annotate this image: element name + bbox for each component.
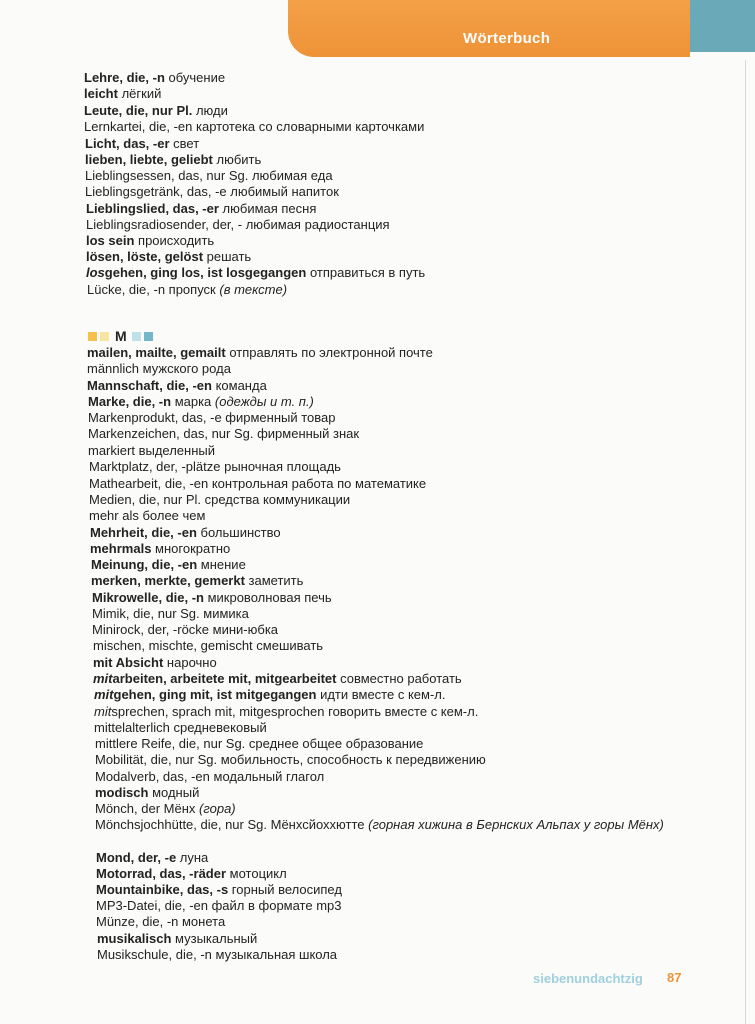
entry-headword: Mannschaft, die, -en [87,378,212,393]
dictionary-entry [87,282,287,298]
entry-translation: фирменный товар [221,410,336,425]
dictionary-entry [84,70,225,86]
dictionary-entry [89,459,341,475]
entry-translation: фирменный знак [253,426,360,441]
entry-headword: mitgehen, ging mit, ist mitgegangen [94,687,317,702]
separable-prefix: mit [94,704,112,719]
separable-prefix: mit [94,687,114,702]
entry-translation: совместно работать [336,671,462,686]
entry-headword: Mimik, die, nur Sg. [92,606,200,621]
entry-headword: mehr als [89,508,139,523]
entry-translation: марка [171,394,212,409]
dictionary-entry [92,606,249,622]
dictionary-entry [93,671,462,687]
entry-headword: lösen, löste, gelöst [86,249,204,264]
color-square-3 [132,332,141,341]
dictionary-entry [88,443,215,459]
entry-headword: losgehen, ging los, ist losgegangen [86,265,307,280]
entry-translation: лёгкий [117,86,162,101]
entry-headword: Lieblingsradiosender, der, - [86,217,243,232]
dictionary-entry [91,573,303,589]
entry-translation: музыкальный [171,931,258,946]
dictionary-entry [90,525,281,541]
separable-prefix: mit [93,671,113,686]
dictionary-entry [89,476,426,492]
entry-headword: männlich [87,361,140,376]
entry-translation: происходить [134,233,215,248]
section-letter: M [115,328,127,344]
dictionary-entry [85,136,199,152]
entry-translation: средневековый [169,720,267,735]
entry-translation: нарочно [163,655,217,670]
entry-headword: Mond, der, -e [96,850,177,865]
dictionary-entry [91,557,246,573]
entry-headword: Marke, die, -n [88,394,172,409]
entry-translation: идти вместе с кем-л. [316,687,446,702]
entry-headword: Modalverb, das, -en [95,769,210,784]
dictionary-entry [95,736,423,752]
dictionary-entry [93,655,217,671]
entry-translation: любимая песня [218,201,317,216]
entry-translation: мобильность, способность к передвижению [217,752,486,767]
color-square-4 [144,332,153,341]
entry-headword: Lieblingsgetränk, das, -e [85,184,227,199]
entry-headword: Lehre, die, -n [84,70,165,85]
dictionary-entry [85,168,333,184]
entry-translation: рыночная площадь [220,459,341,474]
dictionary-entry [96,882,342,898]
entry-headword: Marktplatz, der, -plätze [89,459,221,474]
entry-headword: Markenprodukt, das, -e [88,410,222,425]
entry-translation: луна [176,850,209,865]
dictionary-entry [96,850,208,866]
entry-headword: Mönch, der [95,801,161,816]
dictionary-entry [97,931,257,947]
entry-translation: большинство [196,525,281,540]
entry-translation: многократно [151,541,231,556]
entry-translation: Мёнхсйоххютте [267,817,365,832]
entry-translation: мимика [199,606,249,621]
entry-headword: modisch [95,785,149,800]
dictionary-entry [95,769,324,785]
page-number-word: siebenundachtzig [533,971,643,986]
entry-translation: люди [192,103,228,118]
section-heading-m [88,328,156,344]
header-orange-band [288,0,690,57]
dictionary-entry [94,687,445,703]
dictionary-entry [95,817,670,833]
entry-translation: мнение [197,557,246,572]
entry-note: (одежды и т. п.) [211,394,314,409]
page-title: Wörterbuch [463,30,551,47]
entry-note: (гора) [195,801,236,816]
page-number: 87 [667,970,682,985]
dictionary-entry [88,410,336,426]
dictionary-entry [85,184,339,200]
entry-translation: мотоцикл [226,866,287,881]
entry-translation: Мёнх [160,801,196,816]
entry-headword: Markenzeichen, das, nur Sg. [88,426,254,441]
dictionary-entry [94,720,267,736]
entry-translation: отправлять по электронной почте [225,345,433,360]
dictionary-entry [88,426,359,442]
entry-translation: любить [212,152,262,167]
color-square-1 [88,332,97,341]
entry-headword: mischen, mischte, gemischt [93,638,253,653]
separable-prefix: los [86,265,105,280]
entry-translation: обучение [164,70,226,85]
dictionary-entry [97,947,337,963]
entry-translation: более чем [138,508,206,523]
entry-headword: Motorrad, das, -räder [96,866,227,881]
dictionary-entry [92,622,278,638]
entry-translation: команда [211,378,267,393]
entry-translation: музыкальная школа [211,947,338,962]
entry-headword: Lieblingslied, das, -er [86,201,219,216]
entry-translation: говорить вместе с кем-л. [324,704,479,719]
entry-headword: Lernkartei, die, -en [84,119,193,134]
dictionary-entry [95,801,236,817]
dictionary-entry [96,898,342,914]
entry-headword: merken, merkte, gemerkt [91,573,245,588]
entry-translation: мини-юбка [209,622,279,637]
entry-headword: Mikrowelle, die, -n [92,590,204,605]
dictionary-entry [95,752,486,768]
dictionary-entry [96,866,287,882]
entry-headword: Mehrheit, die, -en [90,525,197,540]
dictionary-entry [90,541,230,557]
entry-translation: любимая радиостанция [242,217,390,232]
entry-headword: Münze, die, -n [96,914,179,929]
dictionary-entry [86,265,425,281]
entry-translation: решать [203,249,252,264]
dictionary-entry [87,378,267,394]
entry-headword: Mathearbeit, die, -en [89,476,209,491]
entry-note: (в тексте) [215,282,288,297]
entry-translation: средства коммуникации [201,492,351,507]
page-edge-line [745,60,746,1024]
entry-headword: lieben, liebte, geliebt [85,152,213,167]
dictionary-entry [84,119,424,135]
entry-headword: mailen, mailte, gemailt [87,345,226,360]
entry-headword: Musikschule, die, -n [97,947,212,962]
entry-translation: контрольная работа по математике [208,476,427,491]
entry-headword: Medien, die, nur Pl. [89,492,202,507]
entry-translation: микроволновая печь [203,590,332,605]
dictionary-entry [88,394,314,410]
entry-translation: модальный глагол [209,769,325,784]
entry-translation: любимая еда [248,168,333,183]
entry-headword: Meinung, die, -en [91,557,198,572]
entry-headword: Lieblingsessen, das, nur Sg. [85,168,249,183]
entry-headword: Mountainbike, das, -s [96,882,229,897]
entry-translation: картотека со словарными карточками [192,119,425,134]
entry-headword: Licht, das, -er [85,136,170,151]
dictionary-entry [93,638,323,654]
entry-translation: модный [148,785,200,800]
dictionary-entry [94,704,478,720]
entry-translation: файл в формате mp3 [208,898,342,913]
entry-headword: Mönchsjochhütte, die, nur Sg. [95,817,267,832]
entry-headword: mittelalterlich [94,720,170,735]
entry-headword: Mobilität, die, nur Sg. [95,752,218,767]
entry-headword: Minirock, der, -röcke [92,622,210,637]
dictionary-entry [96,914,225,930]
entry-headword: mittlere Reife, die, nur Sg. [95,736,246,751]
entry-headword: mehrmals [90,541,152,556]
dictionary-entry [85,152,261,168]
entry-headword: mitsprechen, sprach mit, mitgesprochen [94,704,325,719]
entry-headword: markiert [88,443,135,458]
dictionary-entry [84,103,228,119]
header-teal-block [690,0,755,52]
entry-headword: mitarbeiten, arbeitete mit, mitgearbeitet [93,671,337,686]
entry-translation: среднее общее образование [245,736,424,751]
entry-headword: Lücke, die, -n [87,282,166,297]
entry-headword: musikalisch [97,931,172,946]
entry-headword: Leute, die, nur Pl. [84,103,193,118]
dictionary-entry [89,492,350,508]
entry-translation: заметить [244,573,304,588]
entry-headword: MP3-Datei, die, -en [96,898,208,913]
entry-translation: свет [169,136,200,151]
entry-translation: смешивать [252,638,324,653]
entry-translation: пропуск [165,282,216,297]
dictionary-entry [86,249,251,265]
dictionary-entry [86,201,316,217]
dictionary-entry [87,345,433,361]
dictionary-entry [86,217,390,233]
entry-headword: los sein [86,233,135,248]
entry-translation: выделенный [134,443,215,458]
entry-translation: монета [178,914,226,929]
entry-translation: горный велосипед [228,882,342,897]
entry-translation: отправиться в путь [306,265,426,280]
dictionary-entry [92,590,332,606]
dictionary-entry [89,508,205,524]
dictionary-entry [95,785,199,801]
entry-headword: leicht [84,86,118,101]
dictionary-entry [84,86,161,102]
color-square-2 [100,332,109,341]
entry-translation: мужского рода [139,361,231,376]
entry-headword: mit Absicht [93,655,164,670]
dictionary-entry [86,233,214,249]
entry-note: (горная хижина в Бернских Альпах у горы Мёнх) [364,817,664,832]
entry-translation: любимый напиток [226,184,339,199]
dictionary-entry [87,361,231,377]
